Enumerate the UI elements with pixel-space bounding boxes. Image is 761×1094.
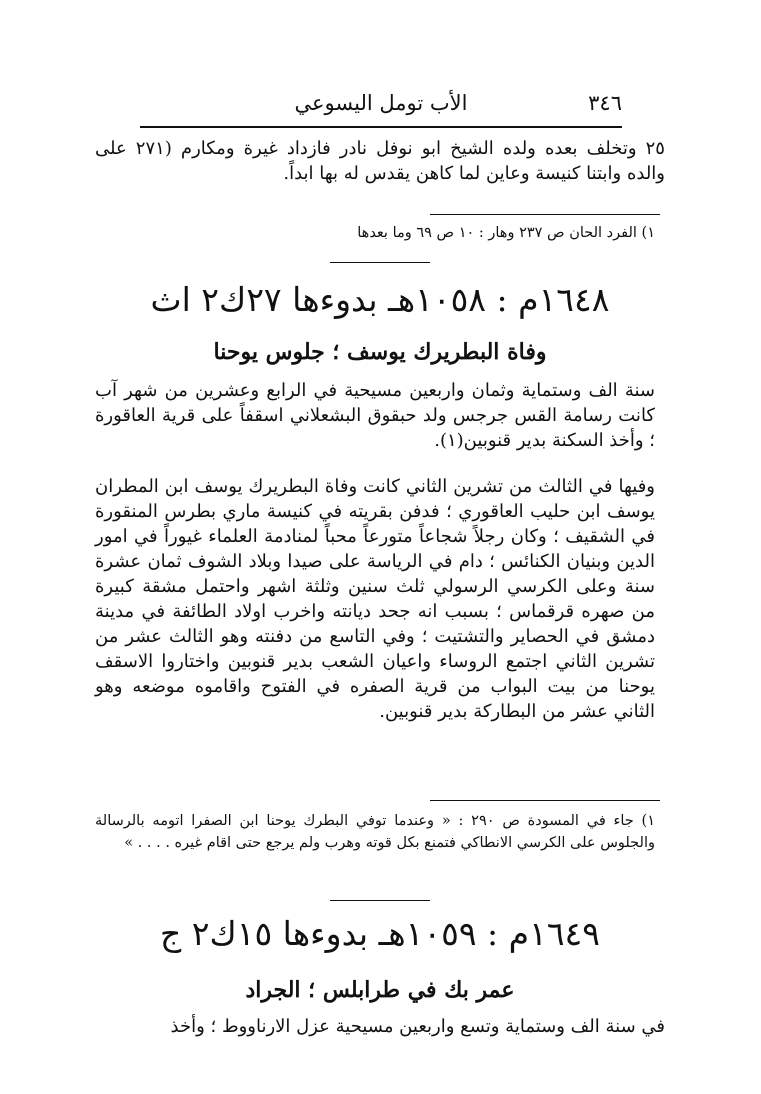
footnote-2: ١) جاء في المسودة ص ٢٩٠ : « وعندما توفي البطرك يوحنا ابن الصفرا اتومه بالرسالة والجلوس على الكرسي الانطاكي فتمنع بكل قوته وهرب ولم يرجع حتى اقام غيره . . . . »: [95, 813, 655, 851]
header-rule: [140, 126, 622, 128]
running-title: الأب تومل اليسوعي: [294, 91, 468, 115]
paragraph-2: وفيها في الثالث من تشرين الثاني كانت وفاة البطريرك يوسف ابن المطران يوسف ابن حليب العاقوري ؛ فدفن بقريته في كنيسة ماري بطرس المنقورة في الشقيف ؛ وكان رجلاً شجاعاً متورعاً محباً لمنادمة العلماء غيوراً في امور الدين وبنيان الكنائس ؛ دام في الرياسة على صيدا وبلاد الشوف ثمان عشرة سنة وعلى الكرسي الرسولي ثلث سنين وثلثة اشهر واحتمل مشقة كبيرة من صهره قرقماس ؛ بسبب انه جحد ديانته واخرب اولاد الطائفة في مدينة دمشق في الحصاير والتشتيت ؛ وفي التاسع من دفنته وهو الثالث عشر من تشرين الثاني اجتمع الروساء واعيان الشعب بدير قنوبين واختاروا الاسقف يوحنا من بيت البواب من قرية الصفره في الفتوح واقاموه موضعه وهو الثاني عشر من البطاركة بدير قنوبين.: [95, 476, 655, 722]
footnote-rule-2: [430, 800, 660, 801]
section-title-2: عمر بك في طرابلس ؛ الجراد: [245, 977, 515, 1003]
section-date-heading-2: ١٦٤٩م : ١٠٥٩هـ بدوءها ١٥ك٢ ج: [160, 914, 600, 953]
paragraph-1: سنة الف وستماية وثمان واربعين مسيحية في الرابع وعشرين من شهر آب كانت رسامة القس جرجس ولد حبقوق البشعلاني اسقفاً على قرية العاقورة ؛ وأخذ السكنة بدير قنوبين(١).: [95, 380, 655, 451]
footnote-1: ١) الفرد الحان ص ٢٣٧ وهار : ١٠ ص ٦٩ وما بعدها: [357, 225, 655, 241]
section-date-heading: ١٦٤٨م : ١٠٥٨هـ بدوءها ٢٧ك٢ اث: [150, 280, 610, 319]
section-rule: [330, 262, 430, 263]
page-number: ٣٤٦: [588, 91, 622, 115]
page-header: [140, 88, 622, 124]
paragraph-continuation: ٢٥ وتخلف بعده ولده الشيخ ابو نوفل نادر فازداد غيرة ومكارم (٢٧١ على والده وابتنا كنيسة وعاين لما كاهن يقدس له بها ابداً.: [95, 138, 665, 184]
section-title: وفاة البطريرك يوسف ؛ جلوس يوحنا: [213, 339, 547, 365]
section-rule-2: [330, 900, 430, 901]
paragraph-3: في سنة الف وستماية وتسع واربعين مسيحية عزل الارناووط ؛ وأخذ: [170, 1016, 665, 1037]
footnote-rule: [430, 214, 660, 215]
